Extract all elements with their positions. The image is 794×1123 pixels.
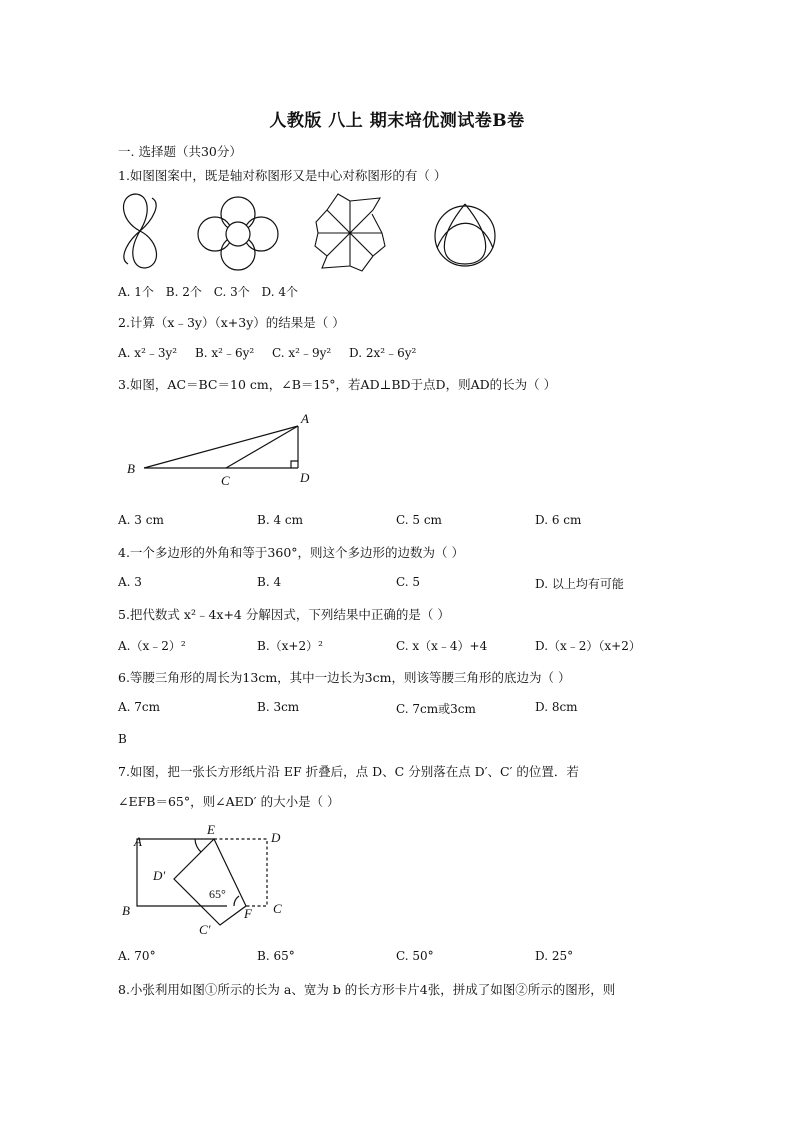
q7-option-d[interactable]: D. 25° [535, 949, 574, 963]
q1-option-a[interactable]: A. 1个 [118, 285, 154, 299]
q6-stem: 6.等腰三角形的周长为13cm，其中一边长为3cm，则该等腰三角形的底边为（ ） [118, 670, 571, 685]
q5-option-b[interactable]: B.（x+2）² [257, 639, 323, 653]
segment-ba [144, 426, 298, 468]
label-b: B [127, 461, 135, 476]
angle-arc-f [234, 896, 239, 906]
label-c: C [221, 473, 230, 488]
folded-flap [174, 839, 246, 925]
q7-stem-line2: ∠EFB＝65°，则∠AED′ 的大小是（ ） [118, 794, 340, 809]
q3-figure [120, 410, 330, 490]
q3-option-c[interactable]: C. 5 cm [396, 513, 442, 527]
figure-pinwheel [315, 194, 385, 271]
q7-option-c[interactable]: C. 50° [396, 949, 434, 963]
segment-ca [226, 426, 298, 468]
q6-option-d[interactable]: D. 8cm [535, 700, 578, 714]
label-c: C [273, 901, 282, 916]
q7-option-b[interactable]: B. 65° [257, 949, 295, 963]
label-a: A [134, 834, 142, 849]
q1-option-d[interactable]: D. 4个 [261, 285, 299, 299]
q6-option-c[interactable]: C. 7cm或3cm [396, 702, 476, 716]
angle-arc-e [195, 839, 201, 852]
q4-option-a[interactable]: A. 3 [118, 575, 142, 589]
q4-option-b[interactable]: B. 4 [257, 575, 282, 589]
label-b: B [122, 903, 130, 918]
q2-option-b[interactable]: B. x²﹣6y² [194, 346, 255, 360]
label-d-prime: D′ [153, 868, 166, 883]
q2-option-c[interactable]: C. x²﹣9y² [272, 346, 332, 360]
q4-option-d[interactable]: D. 以上均有可能 [535, 577, 624, 591]
q7-stem-line1: 7.如图，把一张长方形纸片沿 EF 折叠后，点 D、C 分别落在点 D′、C′ 的位置．若 [118, 764, 579, 779]
q2-option-d[interactable]: D. 2x²﹣6y² [349, 346, 417, 360]
q4-stem: 4.一个多边形的外角和等于360°，则这个多边形的边数为（ ） [118, 545, 465, 560]
q7-figure [118, 818, 308, 943]
q3-option-a[interactable]: A. 3 cm [118, 513, 164, 527]
label-c-prime: C′ [199, 922, 211, 937]
figure-double-lobe [124, 194, 157, 268]
label-d: D [300, 470, 310, 485]
q1-figures [110, 186, 530, 276]
page-title: 人教版 八上 期末培优测试卷B卷 [269, 111, 525, 131]
figure-triquetra [435, 204, 495, 266]
q6-option-b[interactable]: B. 3cm [257, 700, 300, 714]
label-a: A [301, 411, 309, 426]
q1-option-b[interactable]: B. 2个 [165, 285, 202, 299]
q1-stem: 1.如图图案中，既是轴对称图形又是中心对称图形的有（ ） [118, 168, 447, 183]
q3-stem: 3.如图，AC＝BC＝10 cm，∠B＝15°，若AD⊥BD于点D，则AD的长为（ ） [118, 377, 557, 392]
q2-option-a[interactable]: A. x²﹣3y² [118, 346, 178, 360]
q5-option-a[interactable]: A.（x﹣2）² [118, 639, 186, 653]
label-e: E [207, 822, 215, 837]
figure-flower [198, 197, 278, 270]
q2-stem: 2.计算（x﹣3y）（x+3y）的结果是（ ） [118, 315, 345, 330]
q7-option-a[interactable]: A. 70° [118, 949, 156, 963]
right-angle-mark [291, 461, 298, 468]
label-angle-65: 65° [209, 887, 226, 901]
q4-option-c[interactable]: C. 5 [396, 575, 421, 589]
q3-option-d[interactable]: D. 6 cm [535, 513, 582, 527]
q6-answer: B [118, 732, 127, 746]
q5-stem: 5.把代数式 x²﹣4x+4 分解因式，下列结果中正确的是（ ） [118, 607, 450, 622]
q1-option-c[interactable]: C. 3个 [213, 285, 250, 299]
section-heading: 一. 选择题（共30分） [118, 144, 242, 159]
label-d: D [271, 830, 281, 845]
q3-option-b[interactable]: B. 4 cm [257, 513, 303, 527]
label-f: F [244, 906, 252, 921]
q5-option-d[interactable]: D.（x﹣2）（x+2） [535, 639, 641, 653]
q8-stem: 8.小张利用如图①所示的长为 a、宽为 b 的长方形卡片4张，拼成了如图②所示的图形，则 [118, 982, 616, 997]
q6-option-a[interactable]: A. 7cm [118, 700, 161, 714]
q5-option-c[interactable]: C. x（x﹣4）+4 [396, 639, 488, 653]
